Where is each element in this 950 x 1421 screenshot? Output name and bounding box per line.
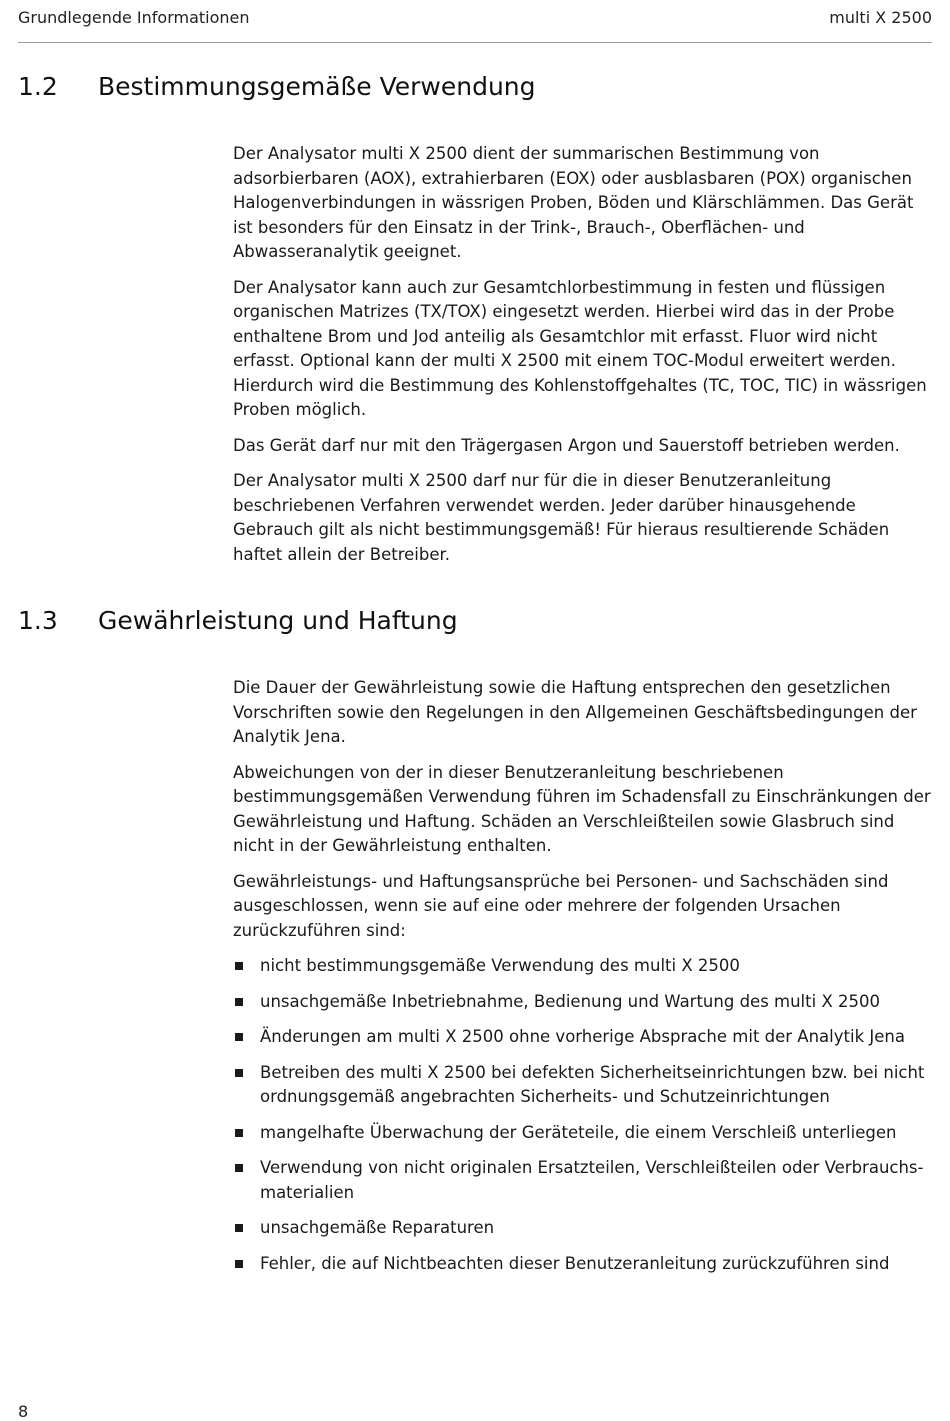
page-number: 8 (18, 1402, 29, 1421)
square-bullet-icon (235, 962, 243, 970)
list-item (233, 1216, 933, 1241)
paragraph: Die Dauer der Gewährleistung sowie die Haftung entsprechen den gesetzlichen Vorschriften sowie den Regelungen in den Allgemeinen Geschäftsbedingungen der Analytik Jena. (233, 678, 917, 746)
list-item-text: unsachgemäße Reparaturen (260, 1218, 495, 1237)
list-item-text: Verwendung von nicht originalen Ersatzteilen, Verschleißteilen oder Verbrauchsmaterialien (260, 1158, 924, 1202)
list-item (233, 1025, 933, 1050)
list-item (233, 1156, 933, 1205)
square-bullet-icon (235, 1224, 243, 1232)
list-item (233, 1121, 933, 1146)
cause-list (233, 954, 933, 1276)
section-number: 1.2 (18, 72, 58, 101)
paragraph: Abweichungen von der in dieser Benutzeranleitung beschriebenen bestimmungsgemäßen Verwendung führen im Schadensfall zu Einschränkungen der Gewährleistung und Haftung. Schäden an Verschleißteilen sowie Glasbruch sind nicht in der Gewährleistung enthalten. (233, 762, 931, 855)
square-bullet-icon (235, 1260, 243, 1268)
square-bullet-icon (235, 1033, 243, 1041)
square-bullet-icon (235, 1069, 243, 1077)
paragraph: Der Analysator multi X 2500 dient der summarischen Bestimmung von adsorbierbaren (AOX), extrahierbaren (EOX) oder ausblasbaren (POX) organischen Halogenverbindungen in wässrigen Proben, Böden und Klärschlämmen. Das Gerät ist besonders für den Einsatz in der Trink-, Brauch-, Oberflächen- und Abwasseranalytik geeignet. (233, 144, 914, 261)
header-chapter-title: Grundlegende Informationen (18, 8, 250, 27)
paragraph: Das Gerät darf nur mit den Trägergasen Argon und Sauerstoff betrieben werden. (233, 435, 900, 455)
square-bullet-icon (235, 998, 243, 1006)
section-heading-1-2 (18, 72, 536, 101)
square-bullet-icon (235, 1164, 243, 1172)
paragraph: Der Analysator kann auch zur Gesamtchlorbestimmung in festen und flüssigen organischen Matrizes (TX/TOX) eingesetzt werden. Hierbei wird das in der Probe enthaltene Brom und Jod anteilig als Gesamtchlor mit erfasst. Fluor wird nicht erfasst. Optional kann der multi X 2500 mit einem TOC-Modul erweitert werden. Hierdurch wird die Bestimmung des Kohlenstoffgehaltes (TC, TOC, TIC) in wässrigen Proben möglich. (233, 277, 927, 419)
header-product-name: multi X 2500 (829, 8, 932, 27)
list-item-text: Änderungen am multi X 2500 ohne vorherige Absprache mit der Analytik Jena (260, 1027, 905, 1046)
list-item-text: Betreiben des multi X 2500 bei defekten Sicherheitseinrichtungen bzw. bei nicht ordnungsgemäß angebrachten Sicherheits- und Schutzeinrichtungen (260, 1062, 925, 1106)
section-title: Gewährleistung und Haftung (98, 606, 458, 635)
square-bullet-icon (235, 1129, 243, 1137)
section-body-1-3 (233, 676, 933, 1287)
list-item (233, 1252, 933, 1277)
list-item-text: nicht bestimmungsgemäße Verwendung des multi X 2500 (260, 956, 740, 975)
list-item-text: unsachgemäße Inbetriebnahme, Bedienung und Wartung des multi X 2500 (260, 991, 880, 1011)
section-heading-1-3 (18, 606, 458, 635)
list-item-text: Fehler, die auf Nichtbeachten dieser Benutzeranleitung zurückzuführen sind (260, 1253, 890, 1273)
section-title: Bestimmungsgemäße Verwendung (98, 72, 536, 101)
list-item (233, 954, 933, 979)
list-item (233, 1061, 933, 1110)
section-body-1-2 (233, 142, 933, 578)
paragraph: Der Analysator multi X 2500 darf nur für die in dieser Benutzeranleitung beschriebenen Verfahren verwendet werden. Jeder darüber hinausgehende Gebrauch gilt als nicht bestimmungsgemäß! Für hieraus resultierende Schäden haftet allein der Betreiber. (233, 471, 890, 564)
section-number: 1.3 (18, 606, 58, 635)
page-header (18, 0, 932, 43)
list-item (233, 990, 933, 1015)
paragraph: Gewährleistungs- und Haftungsansprüche bei Personen- und Sachschäden sind ausgeschlossen, wenn sie auf eine oder mehrere der folgenden Ursachen zurückzuführen sind: (233, 871, 889, 940)
list-item-text: mangelhafte Überwachung der Geräteteile, die einem Verschleiß unterliegen (260, 1122, 897, 1142)
